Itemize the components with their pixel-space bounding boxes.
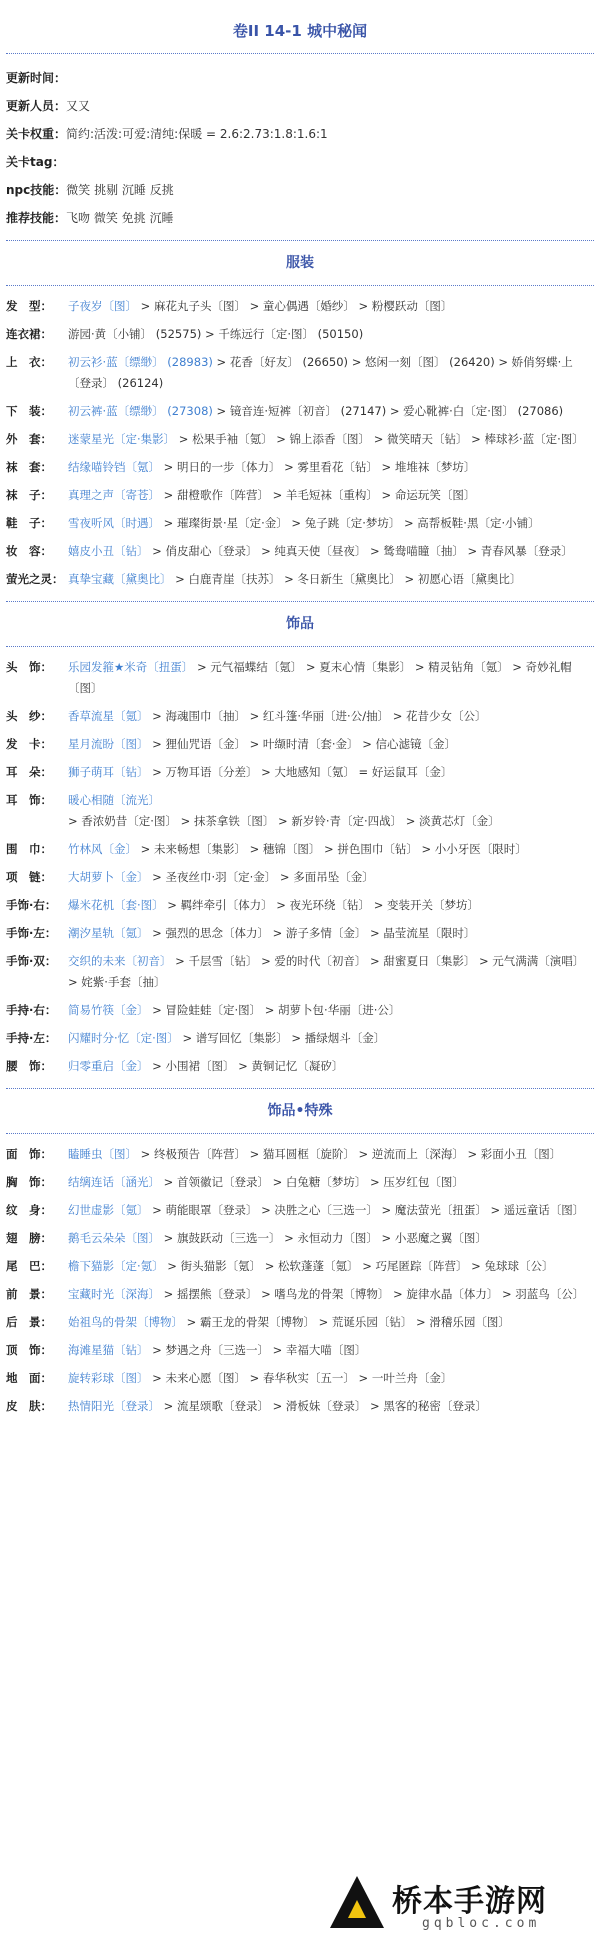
slot-value <box>68 324 594 345</box>
meta-value: 简约:活泼:可爱:清纯:保暖 = 2.6:2.73:1.8:1.6:1 <box>66 127 328 141</box>
recommended-item: 爆米花机〔套·图〕 <box>68 897 164 912</box>
slot-label: 前 景： <box>6 1286 52 1301</box>
alternative-items: 游园·黄〔小铺〕 (52575) > 千练远行〔定·图〕 (50150) <box>68 326 364 341</box>
recommended-item: 星月流盼〔图〕 <box>68 736 149 751</box>
list-item <box>6 1140 594 1168</box>
recommended-item: 初云衫·蓝〔缥缈〕 (28983) <box>68 354 213 369</box>
alternative-items: > 小围裙〔图〕 > 黄铜记忆〔凝矽〕 <box>148 1058 344 1073</box>
list-item <box>6 348 594 397</box>
slot-value <box>68 762 594 783</box>
slot-value <box>68 1396 594 1417</box>
list-item <box>6 1224 594 1252</box>
alternative-items: > 麻花丸子头〔图〕 > 童心偶遇〔婚纱〕 > 粉樱跃动〔图〕 <box>137 298 453 313</box>
list-item <box>6 1052 594 1080</box>
slot-value <box>68 1340 594 1361</box>
alternative-items: > 千层雪〔钻〕 > 爱的时代〔初音〕 > 甜蜜夏日〔集影〕 > 元气满满〔演唱〕 > 姹紫·手套〔抽〕 <box>68 953 585 989</box>
alternative-items: > 镜音连·短裤〔初音〕 (27147) > 爱心靴裤·白〔定·图〕 (27086) <box>212 403 564 418</box>
slot-label: 顶 饰： <box>6 1342 52 1357</box>
alternative-items: > 未来畅想〔集影〕 > 穗锦〔图〕 > 拼色围巾〔钻〕 > 小小牙医〔限时〕 <box>137 841 527 856</box>
alternative-items: > 强烈的思念〔体力〕 > 游子多情〔金〕 > 晶莹流星〔限时〕 <box>148 925 476 940</box>
list-item <box>6 702 594 730</box>
slot-label: 腰 饰： <box>6 1058 52 1073</box>
alternative-items: > 首领徽记〔登录〕 > 白兔糖〔梦坊〕 > 压岁红包〔图〕 <box>160 1174 464 1189</box>
slot-label: 尾 巴： <box>6 1258 52 1273</box>
slot-value <box>68 1228 594 1249</box>
section-title: 饰品 <box>286 616 314 632</box>
slot-value <box>68 839 594 860</box>
slot-value <box>68 485 594 506</box>
list-item <box>6 891 594 919</box>
meta-value: 微笑 挑剔 沉睡 反挑 <box>66 183 174 197</box>
slot-label: 耳 饰： <box>6 792 52 807</box>
list-item <box>6 1308 594 1336</box>
meta-row <box>6 176 594 204</box>
list-item <box>6 537 594 565</box>
sections-container <box>0 240 600 1428</box>
meta-label: npc技能： <box>6 183 67 197</box>
slot-label: 头 纱： <box>6 708 52 723</box>
recommended-item: 雪夜听风〔时遇〕 <box>68 515 160 530</box>
slot-value <box>68 895 594 916</box>
slot-value <box>68 790 594 832</box>
slot-value <box>68 1284 594 1305</box>
slot-label: 皮 肤： <box>6 1398 52 1413</box>
slot-label: 地 面： <box>6 1370 52 1385</box>
slot-label: 连衣裙： <box>6 326 52 341</box>
slot-value <box>68 352 594 394</box>
watermark-name: 桥本手游网 <box>392 1884 547 1919</box>
page-title: 卷II 14-1 城中秘闻 <box>232 22 368 40</box>
recommended-item: 简易竹筷〔金〕 <box>68 1002 149 1017</box>
slot-value <box>68 923 594 944</box>
slot-value <box>68 867 594 888</box>
meta-row <box>6 148 594 176</box>
recommended-item: 始祖鸟的骨架〔博物〕 <box>68 1314 183 1329</box>
meta-row <box>6 120 594 148</box>
section-title: 服装 <box>286 255 314 271</box>
slot-value <box>68 1000 594 1021</box>
recommended-item: 迷蒙星光〔定·集影〕 <box>68 431 176 446</box>
list-item <box>6 1196 594 1224</box>
slot-label: 耳 朵： <box>6 764 52 779</box>
list-item <box>6 1280 594 1308</box>
list-item <box>6 835 594 863</box>
recommended-item: 归零重启〔金〕 <box>68 1058 149 1073</box>
watermark-url: gqbloc.com <box>422 1916 541 1931</box>
alternative-items: > 萌能眼罩〔登录〕 > 决胜之心〔三选一〕 > 魔法萤光〔扭蛋〕 > 遥远童话〔图〕 <box>148 1202 585 1217</box>
slot-label: 围 巾： <box>6 841 52 856</box>
slot-label: 手饰·双： <box>6 953 57 968</box>
alternative-items: > 元气福蝶结〔氪〕 > 夏末心情〔集影〕 > 精灵钻角〔氪〕 > 奇妙礼帽〔图〕 <box>68 659 572 695</box>
recommended-item: 初云裤·蓝〔缥缈〕 (27308) <box>68 403 213 418</box>
alternative-items: > 花香〔好友〕 (26650) > 悠闲一刻〔图〕 (26420) > 娇俏努蝶·上〔登录〕 (26124) <box>68 354 573 390</box>
list-item <box>6 758 594 786</box>
alternative-items: > 俏皮甜心〔登录〕 > 纯真天使〔昼夜〕 > 鸶鸯喵瞳〔抽〕 > 青春风暴〔登录〕 <box>148 543 573 558</box>
slot-value <box>68 429 594 450</box>
slot-value <box>68 1256 594 1277</box>
slot-value <box>68 1144 594 1165</box>
alternative-items: > 甜橙歌作〔阵营〕 > 羊毛短袜〔重构〕 > 命运玩笑〔图〕 <box>160 487 476 502</box>
meta-value: 飞吻 微笑 免挑 沉睡 <box>66 211 174 225</box>
slot-value <box>68 1056 594 1077</box>
list-item <box>6 292 594 320</box>
meta-value: 又又 <box>66 99 91 113</box>
slot-value <box>68 657 594 699</box>
alternative-items: > 街头猫影〔氪〕 > 松软蓬蓬〔氪〕 > 巧尾匿踪〔阵营〕 > 兔球球〔公〕 <box>163 1258 554 1273</box>
list-item <box>6 996 594 1024</box>
alternative-items: > 松果手袖〔氪〕 > 锦上添香〔图〕 > 微笑晴天〔钻〕 > 棒球衫·蓝〔定·图〕 <box>175 431 584 446</box>
slot-value <box>68 951 594 993</box>
alternative-items: > 冒险蛙蛙〔定·图〕 > 胡萝卜包·华丽〔进·公〕 <box>148 1002 401 1017</box>
meta-label: 更新人员： <box>6 99 67 113</box>
recommended-item: 竹林风〔金〕 <box>68 841 137 856</box>
alternative-items: > 梦遇之舟〔三选一〕 > 幸福大喵〔图〕 <box>148 1342 367 1357</box>
recommended-item: 真挚宝藏〔黛奥比〕 <box>68 571 172 586</box>
recommended-item: 子夜岁〔图〕 <box>68 298 137 313</box>
recommended-item: 幻世虚影〔氪〕 <box>68 1202 149 1217</box>
recommended-item: 旋转彩球〔图〕 <box>68 1370 149 1385</box>
alternative-items: > 海魂围巾〔抽〕 > 红斗篷·华丽〔进·公/抽〕 > 花昔少女〔公〕 <box>148 708 487 723</box>
alternative-items: > 狸仙咒语〔金〕 > 叶缬时清〔套·金〕 > 信心滤镜〔金〕 <box>148 736 456 751</box>
slot-value <box>68 1312 594 1333</box>
recommended-item: 狮子萌耳〔钻〕 <box>68 764 149 779</box>
slot-label: 后 景： <box>6 1314 52 1329</box>
alternative-items: > 明日的一步〔体力〕 > 雾里看花〔钻〕 > 堆堆袜〔梦坊〕 <box>160 459 476 474</box>
meta-label: 关卡tag： <box>6 155 65 169</box>
recommended-item: 香草流星〔氪〕 <box>68 708 149 723</box>
section-list <box>0 286 600 601</box>
recommended-item: 鹅毛云朵朵〔图〕 <box>68 1230 160 1245</box>
alternative-items: > 终极预告〔阵营〕 > 猫耳圆框〔旋阶〕 > 逆流而上〔深海〕 > 彩面小丑〔图〕 <box>137 1146 562 1161</box>
slot-label: 胸 饰： <box>6 1174 52 1189</box>
slot-label: 发 卡： <box>6 736 52 751</box>
alternative-items: > 流星颂歌〔登录〕 > 滑板妹〔登录〕 > 黑客的秘密〔登录〕 <box>160 1398 487 1413</box>
recommended-item: 檐下猫影〔定·氪〕 <box>68 1258 164 1273</box>
slot-value <box>68 1172 594 1193</box>
list-item <box>6 863 594 891</box>
list-item <box>6 730 594 758</box>
meta-row <box>6 64 594 92</box>
alternative-items: > 旗鼓跃动〔三选一〕 > 永恒动力〔图〕 > 小恶魔之翼〔图〕 <box>160 1230 487 1245</box>
slot-label: 纹 身： <box>6 1202 52 1217</box>
recommended-item: 海滩星猫〔钻〕 <box>68 1342 149 1357</box>
slot-label: 妆 容： <box>6 543 52 558</box>
slot-label: 面 饰： <box>6 1146 52 1161</box>
list-item <box>6 397 594 425</box>
list-item <box>6 947 594 996</box>
recommended-item: 热情阳光〔登录〕 <box>68 1398 160 1413</box>
section-title: 饰品•特殊 <box>267 1103 333 1119</box>
recommended-item: 瞌睡虫〔图〕 <box>68 1146 137 1161</box>
slot-label: 手饰·右： <box>6 897 57 912</box>
alternative-items: > 白鹿青崖〔扶苏〕 > 冬日新生〔黛奥比〕 > 初愿心语〔黛奥比〕 <box>171 571 522 586</box>
list-item <box>6 653 594 702</box>
recommended-item: 宝藏时光〔深海〕 <box>68 1286 160 1301</box>
slot-label: 项 链： <box>6 869 52 884</box>
slot-value <box>68 706 594 727</box>
slot-value <box>68 1200 594 1221</box>
list-item <box>6 1364 594 1392</box>
slot-label: 下 装： <box>6 403 52 418</box>
slot-label: 萤光之灵： <box>6 571 64 586</box>
alternative-items: > 万物耳语〔分差〕 > 大地感知〔氪〕 = 好运鼠耳〔金〕 <box>148 764 453 779</box>
slot-label: 发 型： <box>6 298 52 313</box>
alternative-items: > 摇摆熊〔登录〕 > 嗜鸟龙的骨架〔博物〕 > 旋律水晶〔体力〕 > 羽蓝鸟〔公〕 <box>160 1286 585 1301</box>
slot-value <box>68 1028 594 1049</box>
recommended-item: 真理之声〔寄苍〕 <box>68 487 160 502</box>
list-item <box>6 786 594 835</box>
slot-value <box>68 296 594 317</box>
list-item <box>6 1168 594 1196</box>
recommended-item: 嬉皮小丑〔钻〕 <box>68 543 149 558</box>
recommended-item: 交织的未来〔初音〕 <box>68 953 172 968</box>
slot-value <box>68 734 594 755</box>
recommended-item: 结缘喵铃铛〔氪〕 <box>68 459 160 474</box>
meta-label: 更新时间： <box>6 71 67 85</box>
meta-row <box>6 92 594 120</box>
recommended-item: 潮汐星轨〔氪〕 <box>68 925 149 940</box>
slot-label: 手饰·左： <box>6 925 57 940</box>
section-list <box>0 647 600 1088</box>
slot-label: 翅 膀： <box>6 1230 52 1245</box>
list-item <box>6 1252 594 1280</box>
meta-row <box>6 204 594 232</box>
list-item <box>6 565 594 593</box>
level-meta <box>0 54 600 240</box>
slot-label: 袜 子： <box>6 487 52 502</box>
alternative-items: > 霸王龙的骨架〔博物〕 > 荒诞乐园〔钻〕 > 滑稽乐园〔图〕 <box>183 1314 510 1329</box>
list-item <box>6 919 594 947</box>
slot-value <box>68 457 594 478</box>
slot-label: 鞋 子： <box>6 515 52 530</box>
slot-label: 手持·右： <box>6 1002 57 1017</box>
recommended-item: 暖心相随〔流光〕 <box>68 792 160 807</box>
logo-accent-icon <box>348 1900 366 1918</box>
meta-label: 关卡权重： <box>6 127 67 141</box>
slot-label: 外 套： <box>6 431 52 446</box>
slot-label: 手持·左： <box>6 1030 57 1045</box>
list-item <box>6 1336 594 1364</box>
section-list <box>0 1134 600 1428</box>
recommended-item: 闪耀时分·忆〔定·图〕 <box>68 1030 179 1045</box>
list-item <box>6 481 594 509</box>
slot-value <box>68 1368 594 1389</box>
alternative-items: > 璀璨街景·星〔定·金〕 > 兔子跳〔定·梦坊〕 > 高帮板鞋·黑〔定·小铺〕 <box>160 515 540 530</box>
list-item <box>6 509 594 537</box>
recommended-item: 大胡萝卜〔金〕 <box>68 869 149 884</box>
slot-label: 上 衣： <box>6 354 52 369</box>
alternative-items: > 圣夜丝巾·羽〔定·金〕 > 多面吊坠〔金〕 <box>148 869 374 884</box>
recommended-item: 结缡连话〔涵光〕 <box>68 1174 160 1189</box>
meta-label: 推荐技能： <box>6 211 67 225</box>
slot-value <box>68 541 594 562</box>
list-item <box>6 1392 594 1420</box>
alternative-items: > 香浓奶昔〔定·图〕 > 抹茶拿铁〔图〕 > 新岁铃·青〔定·四战〕 > 淡黄芯灯〔金〕 <box>68 813 500 828</box>
slot-label: 头 饰： <box>6 659 52 674</box>
site-watermark <box>330 1872 600 1945</box>
slot-value <box>68 569 594 590</box>
list-item <box>6 425 594 453</box>
list-item <box>6 453 594 481</box>
slot-value <box>68 401 594 422</box>
recommended-item: 乐园发箍★米奇〔扭蛋〕 <box>68 659 194 674</box>
alternative-items: > 未来心愿〔图〕 > 春华秋实〔五一〕 > 一叶兰舟〔金〕 <box>148 1370 453 1385</box>
slot-label: 袜 套： <box>6 459 52 474</box>
list-item <box>6 320 594 348</box>
list-item <box>6 1024 594 1052</box>
alternative-items: > 谱写回忆〔集影〕 > 播绿烟斗〔金〕 <box>178 1030 386 1045</box>
slot-value <box>68 513 594 534</box>
alternative-items: > 羁绊牵引〔体力〕 > 夜光环绕〔钻〕 > 变装开关〔梦坊〕 <box>163 897 479 912</box>
